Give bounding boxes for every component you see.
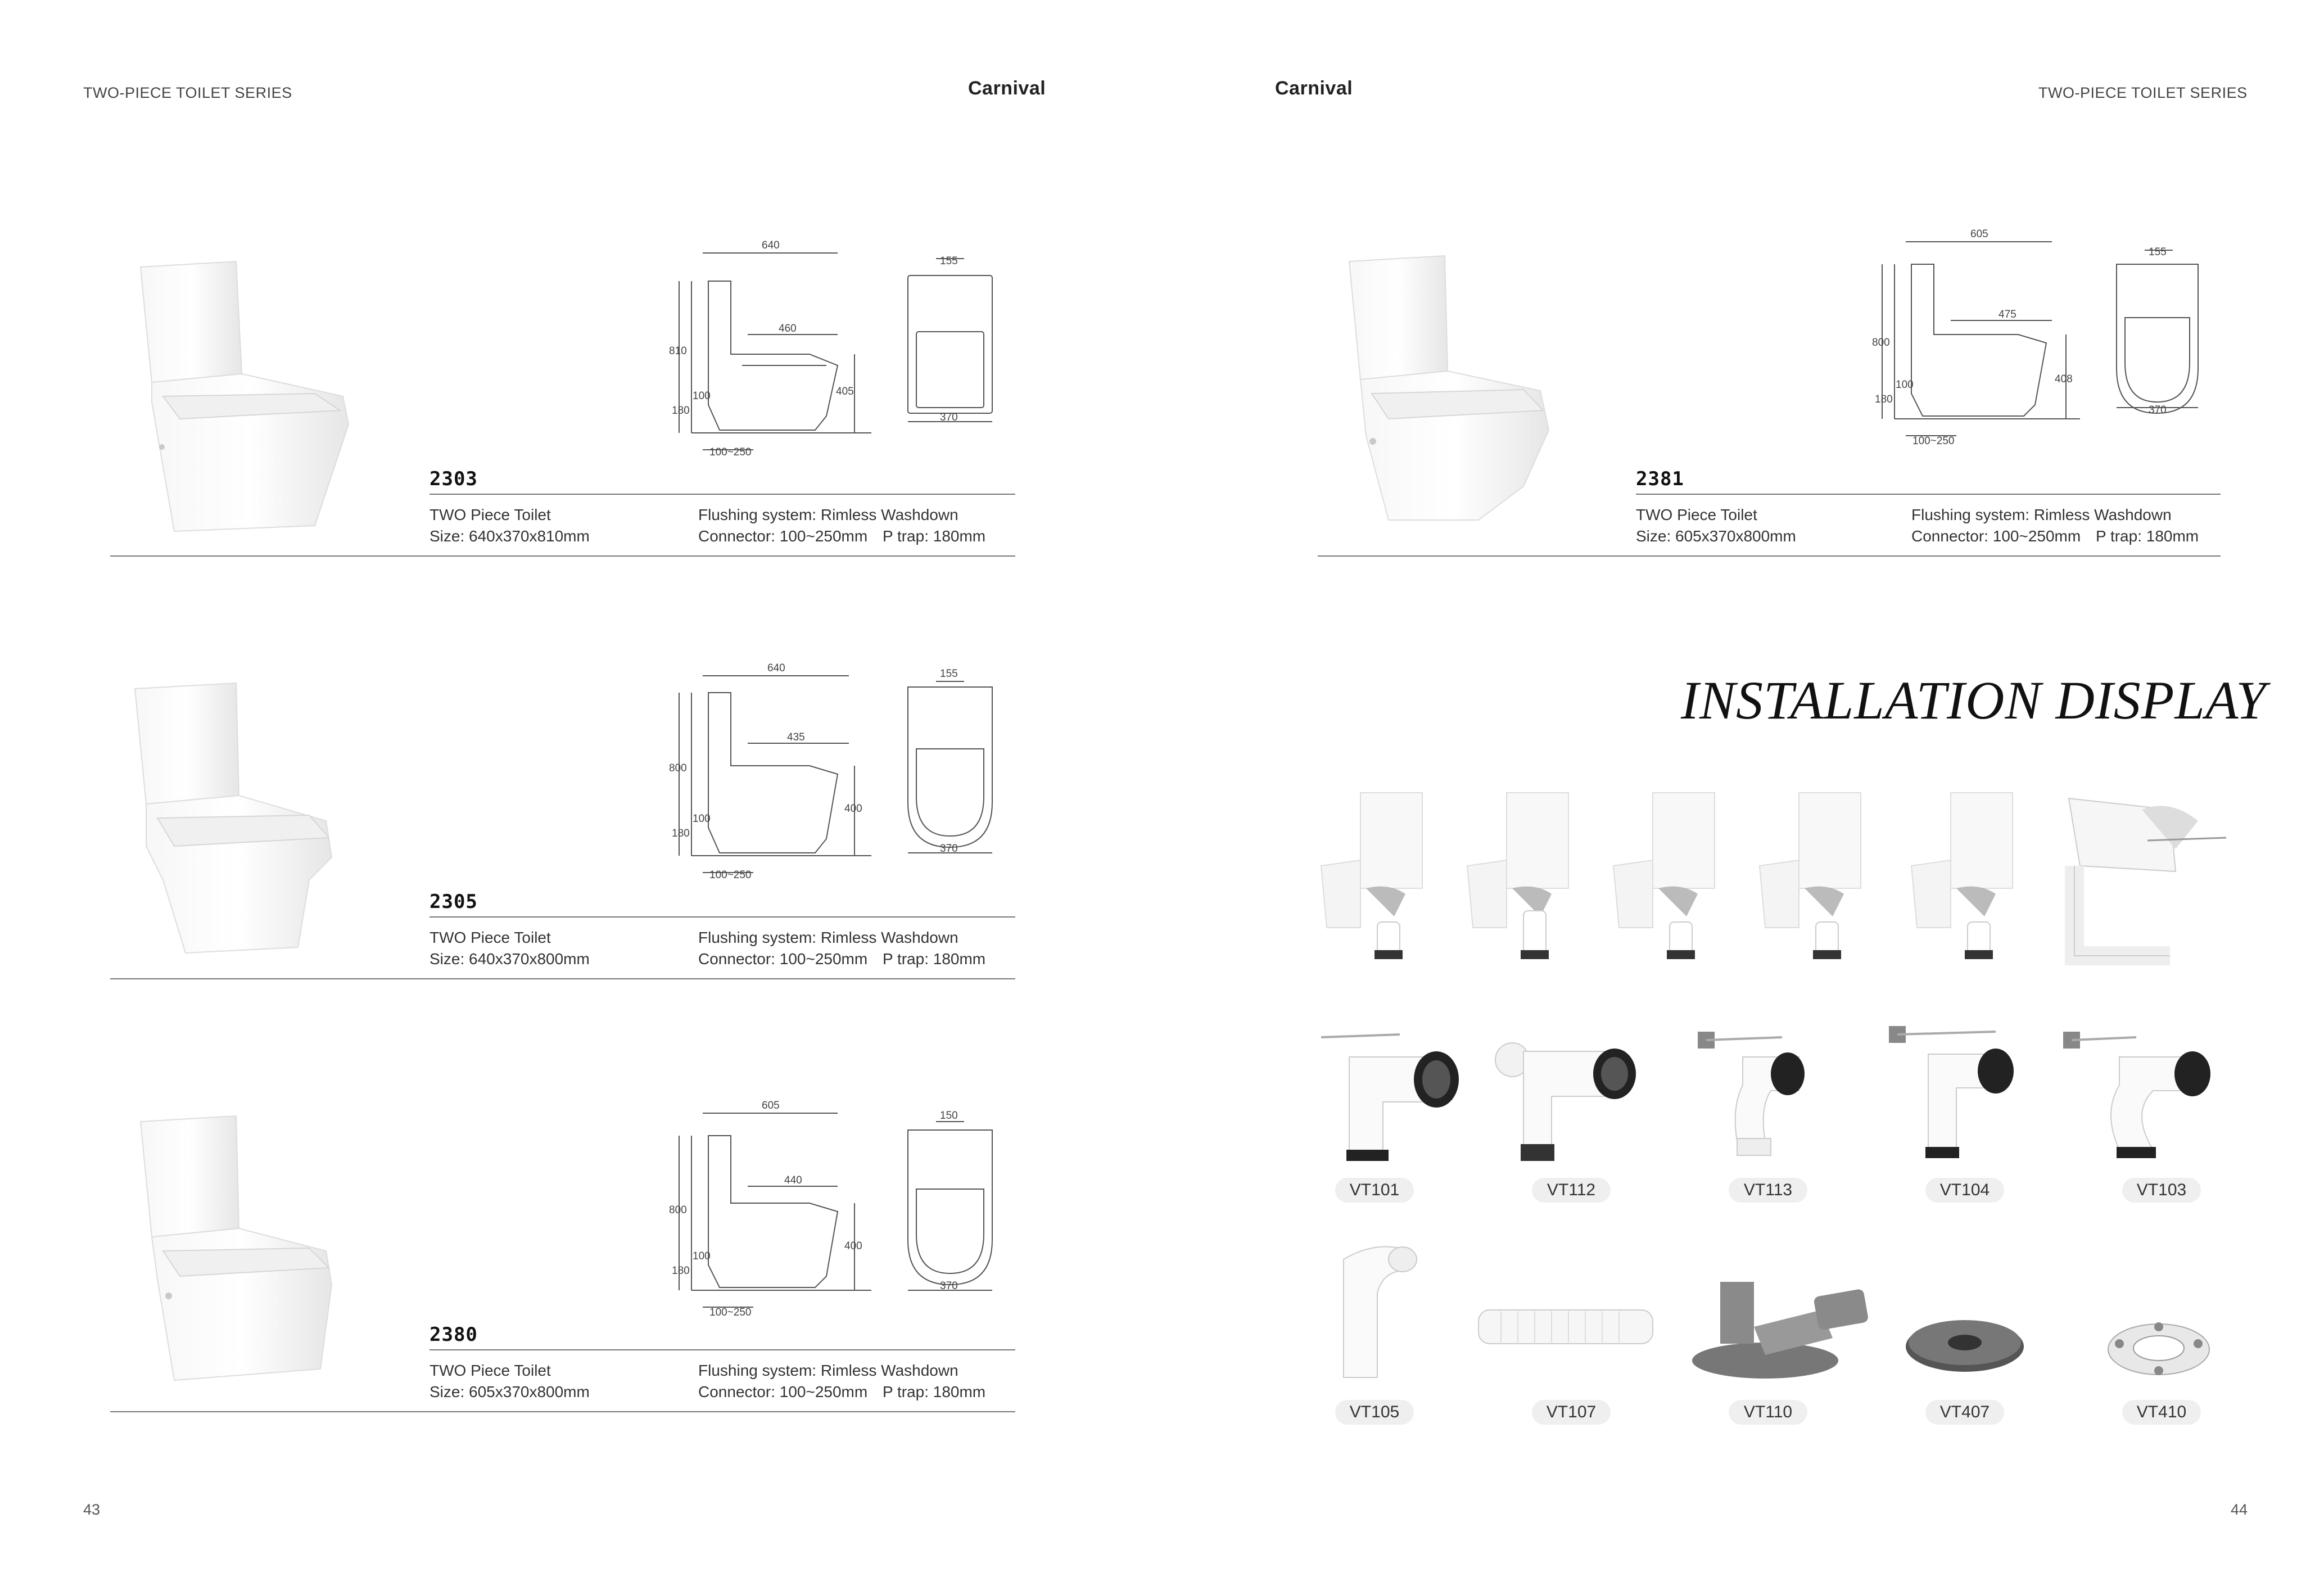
dim-connector: 100~250 (1912, 435, 1955, 447)
spec-connector: Connector: 100~250mm (1911, 527, 2081, 545)
part-vt113-image (1687, 1023, 1816, 1169)
tech-drawing-2381 (1872, 225, 2221, 450)
toilet-photo-2381 (1338, 250, 1563, 531)
dim-seat: 475 (1999, 309, 2016, 320)
dim-height: 800 (1872, 337, 1890, 349)
part-label-vt110: VT110 (1729, 1400, 1807, 1425)
dim-height: 800 (669, 1204, 687, 1216)
spec-ptrap: P trap: 180mm (883, 1383, 986, 1400)
dim-ptrap: 180 (672, 1265, 690, 1277)
dim-ptrap: 180 (672, 405, 690, 417)
dim-top-width: 150 (940, 1110, 958, 1122)
right-header: TWO-PIECE TOILET SERIES (2038, 84, 2248, 101)
spec-connector: Connector: 100~250mm (698, 950, 868, 968)
part-label-vt103: VT103 (2122, 1178, 2201, 1203)
spec-flushing: Flushing system: Rimless Washdown (698, 506, 958, 523)
part-label-vt112: VT112 (1532, 1178, 1611, 1203)
dim-length: 605 (762, 1100, 780, 1111)
dim-seat-h: 405 (836, 386, 854, 397)
part-label-vt113: VT113 (1729, 1178, 1807, 1203)
part-label-vt407: VT407 (1925, 1400, 2004, 1425)
divider (429, 1349, 1015, 1350)
part-vt112-image (1490, 1023, 1642, 1169)
part-vt105-image (1332, 1237, 1428, 1383)
dim-length: 640 (767, 662, 785, 674)
installation-photo-4 (1754, 787, 1872, 967)
installation-photo-6 (2058, 787, 2237, 973)
installation-photo-1 (1315, 787, 1434, 967)
spec-flushing: Flushing system: Rimless Washdown (698, 929, 958, 946)
divider (429, 916, 1015, 918)
spec-ptrap: P trap: 180mm (2096, 527, 2199, 545)
spec-size: Size: 640x370x810mm (429, 527, 590, 545)
divider (1636, 494, 2221, 495)
dim-ptrap: 180 (1875, 394, 1893, 405)
part-label-vt105: VT105 (1335, 1400, 1414, 1425)
left-page-number: 43 (83, 1501, 101, 1518)
dim-width: 370 (940, 1280, 958, 1292)
divider (429, 494, 1015, 495)
model-number: 2381 (1636, 468, 1684, 490)
part-vt104-image (1883, 1018, 2018, 1169)
dim-seat: 435 (787, 731, 805, 743)
spec-size: Size: 605x370x800mm (429, 1383, 590, 1400)
part-label-vt104: VT104 (1925, 1178, 2004, 1203)
spec-size: Size: 605x370x800mm (1636, 527, 1796, 545)
dim-top-width: 155 (940, 668, 958, 680)
dim-connector: 100~250 (709, 869, 752, 881)
dim-connector: 100~250 (709, 446, 752, 458)
divider (110, 555, 1015, 557)
dim-seat-h: 400 (844, 1240, 862, 1252)
spec-type: TWO Piece Toilet (429, 506, 551, 523)
part-vt107-image (1473, 1299, 1658, 1355)
right-page-number: 44 (2231, 1501, 2248, 1518)
dim-seat-h: 408 (2055, 373, 2073, 385)
spec-type: TWO Piece Toilet (429, 929, 551, 946)
toilet-photo-2303 (129, 256, 365, 537)
part-vt103-image (2058, 1023, 2215, 1169)
dim-offset: 100 (693, 390, 711, 402)
dim-width: 370 (2149, 404, 2167, 416)
tech-drawing-2303 (669, 236, 1018, 461)
spec-ptrap: P trap: 180mm (883, 950, 986, 968)
divider (110, 978, 1015, 979)
part-vt101-image (1315, 1023, 1467, 1169)
dim-top-width: 155 (2149, 246, 2167, 258)
spec-ptrap: P trap: 180mm (883, 527, 986, 545)
right-brand-logo: Carnival (1275, 78, 1353, 99)
spec-flushing: Flushing system: Rimless Washdown (698, 1362, 958, 1379)
installation-photo-2 (1462, 787, 1580, 967)
divider (110, 1411, 1015, 1412)
installation-title: INSTALLATION DISPLAY (1681, 670, 2267, 730)
dim-length: 640 (762, 240, 780, 251)
part-label-vt107: VT107 (1532, 1400, 1611, 1425)
dim-width: 370 (940, 412, 958, 423)
dim-offset: 100 (1896, 379, 1914, 391)
part-label-vt101: VT101 (1335, 1178, 1414, 1203)
dim-top-width: 155 (940, 255, 958, 267)
dim-offset: 100 (693, 813, 711, 825)
model-number: 2303 (429, 468, 478, 490)
toilet-photo-2305 (129, 677, 365, 959)
dim-height: 800 (669, 762, 687, 774)
dim-length: 605 (1970, 228, 1988, 240)
part-vt410-image (2103, 1310, 2215, 1383)
left-brand-logo: Carnival (968, 78, 1046, 99)
tech-drawing-2380 (669, 1096, 1018, 1321)
tech-drawing-2305 (669, 659, 1018, 884)
dim-ptrap: 180 (672, 828, 690, 839)
spec-connector: Connector: 100~250mm (698, 527, 868, 545)
dim-width: 370 (940, 843, 958, 855)
part-vt407-image (1900, 1310, 2029, 1377)
spec-connector: Connector: 100~250mm (698, 1383, 868, 1400)
toilet-photo-2380 (129, 1110, 365, 1391)
dim-connector: 100~250 (709, 1307, 752, 1318)
model-number: 2380 (429, 1323, 478, 1346)
model-number: 2305 (429, 891, 478, 913)
dim-seat: 460 (779, 323, 797, 335)
dim-offset: 100 (693, 1250, 711, 1262)
dim-seat-h: 400 (844, 803, 862, 815)
installation-photo-5 (1906, 787, 2024, 967)
spec-size: Size: 640x370x800mm (429, 950, 590, 968)
dim-seat: 440 (784, 1174, 802, 1186)
spec-type: TWO Piece Toilet (1636, 506, 1757, 523)
left-header: TWO-PIECE TOILET SERIES (83, 84, 292, 101)
dim-height: 810 (669, 345, 687, 357)
installation-photo-3 (1608, 787, 1726, 967)
spec-flushing: Flushing system: Rimless Washdown (1911, 506, 2172, 523)
part-label-vt410: VT410 (2122, 1400, 2201, 1425)
divider (1318, 555, 2221, 557)
part-vt110-image (1681, 1271, 1872, 1383)
spec-type: TWO Piece Toilet (429, 1362, 551, 1379)
